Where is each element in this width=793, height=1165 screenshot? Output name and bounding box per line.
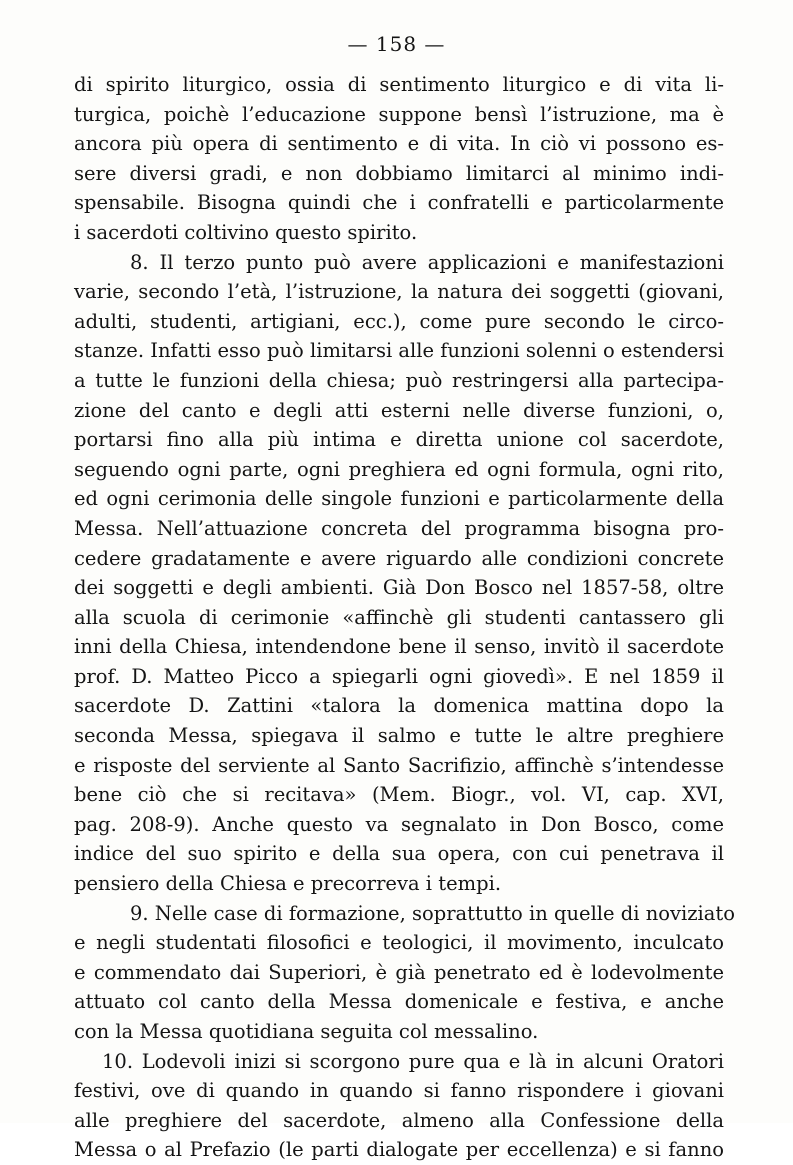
text-line: prof. D. Matteo Picco a spiegarli ogni giovedì». E nel 1859 il [74,664,724,688]
text-line: sacerdote D. Zattini «talora la domenica mattina dopo la [74,694,724,718]
text-line: sere diversi gradi, e non dobbiamo limitarci al minimo indi- [74,161,724,185]
text-line: alle preghiere del sacerdote, almeno alla Confessione della [74,1108,724,1132]
page-number: — 158 — [347,32,446,56]
text-line: inni della Chiesa, intendendone bene il senso, invitò il sacerdote [74,635,724,659]
text-line: attuato col canto della Messa domenicale e festiva, e anche [74,990,724,1014]
text-line: e negli studentati filosofici e teologici, il movimento, inculcato [74,931,724,955]
text-line: pag. 208-9). Anche questo va segnalato in Don Bosco, come [74,812,724,836]
text-line: a tutte le funzioni della chiesa; può restringersi alla partecipa- [74,368,724,392]
text-line: portarsi fino alla più intima e diretta unione col sacerdote, [74,428,724,452]
text-line: pensiero della Chiesa e precorreva i tempi. [74,872,502,896]
text-line: Messa o al Prefazio (le parti dialogate per eccellenza) e si fanno [74,1138,724,1162]
text-line: ed ogni cerimonia delle singole funzioni e particolarmente della [74,487,724,511]
text-line: dei soggetti e degli ambienti. Già Don Bosco nel 1857-58, oltre [74,576,724,600]
text-line: stanze. Infatti esso può limitarsi alle funzioni solenni o estendersi [74,339,724,363]
text-line: festivi, ove di quando in quando si fanno rispondere i giovani [74,1079,724,1103]
text-line: e risposte del serviente al Santo Sacrifizio, affinchè s’intendesse [74,753,724,777]
paragraph-9-start: 9. Nelle case di formazione, soprattutto in quelle di noviziato [130,901,735,925]
text-line: ancora più opera di sentimento e di vita. In ciò vi possono es- [74,132,724,156]
body-text [74,70,735,1165]
text-line: adulti, studenti, artigiani, ecc.), come pure secondo le circo- [74,309,724,333]
text-line: varie, secondo l’età, l’istruzione, la natura dei soggetti (giovani, [74,280,724,304]
paragraph-8-start: 8. Il terzo punto può avere applicazioni e manifestazioni [130,250,724,274]
text-line: Messa. Nell’attuazione concreta del programma bisogna pro- [74,516,724,540]
text-line: bene ciò che si recitava» (Mem. Biogr., vol. VI, cap. XVI, [74,783,724,807]
text-line: zione del canto e degli atti esterni nelle diverse funzioni, o, [74,398,724,422]
text-line: e commendato dai Superiori, è già penetrato ed è lodevolmente [74,960,724,984]
text-line: seconda Messa, spiegava il salmo e tutte le altre preghiere [74,724,724,748]
paragraph-10-start: 10. Lodevoli inizi si scorgono pure qua e là in alcuni Oratori [102,1049,724,1073]
text-line: indice del suo spirito e della sua opera, con cui penetrava il [74,842,724,866]
text-line: con la Messa quotidiana seguita col messalino. [74,1020,539,1043]
text-line: turgica, poichè l’educazione suppone bensì l’istruzione, ma è [74,102,724,126]
text-line: i sacerdoti coltivino questo spirito. [74,220,418,244]
text-line: alla scuola di cerimonie «affinchè gli studenti cantassero gli [74,605,724,629]
text-line: spensabile. Bisogna quindi che i confratelli e particolarmente [74,191,724,215]
text-line: seguendo ogni parte, ogni preghiera ed ogni formula, ogni rito, [74,457,724,481]
text-line: di spirito liturgico, ossia di sentimento liturgico e di vita li- [74,73,724,96]
text-line: cedere gradatamente e avere riguardo alle condizioni concrete [74,546,724,570]
